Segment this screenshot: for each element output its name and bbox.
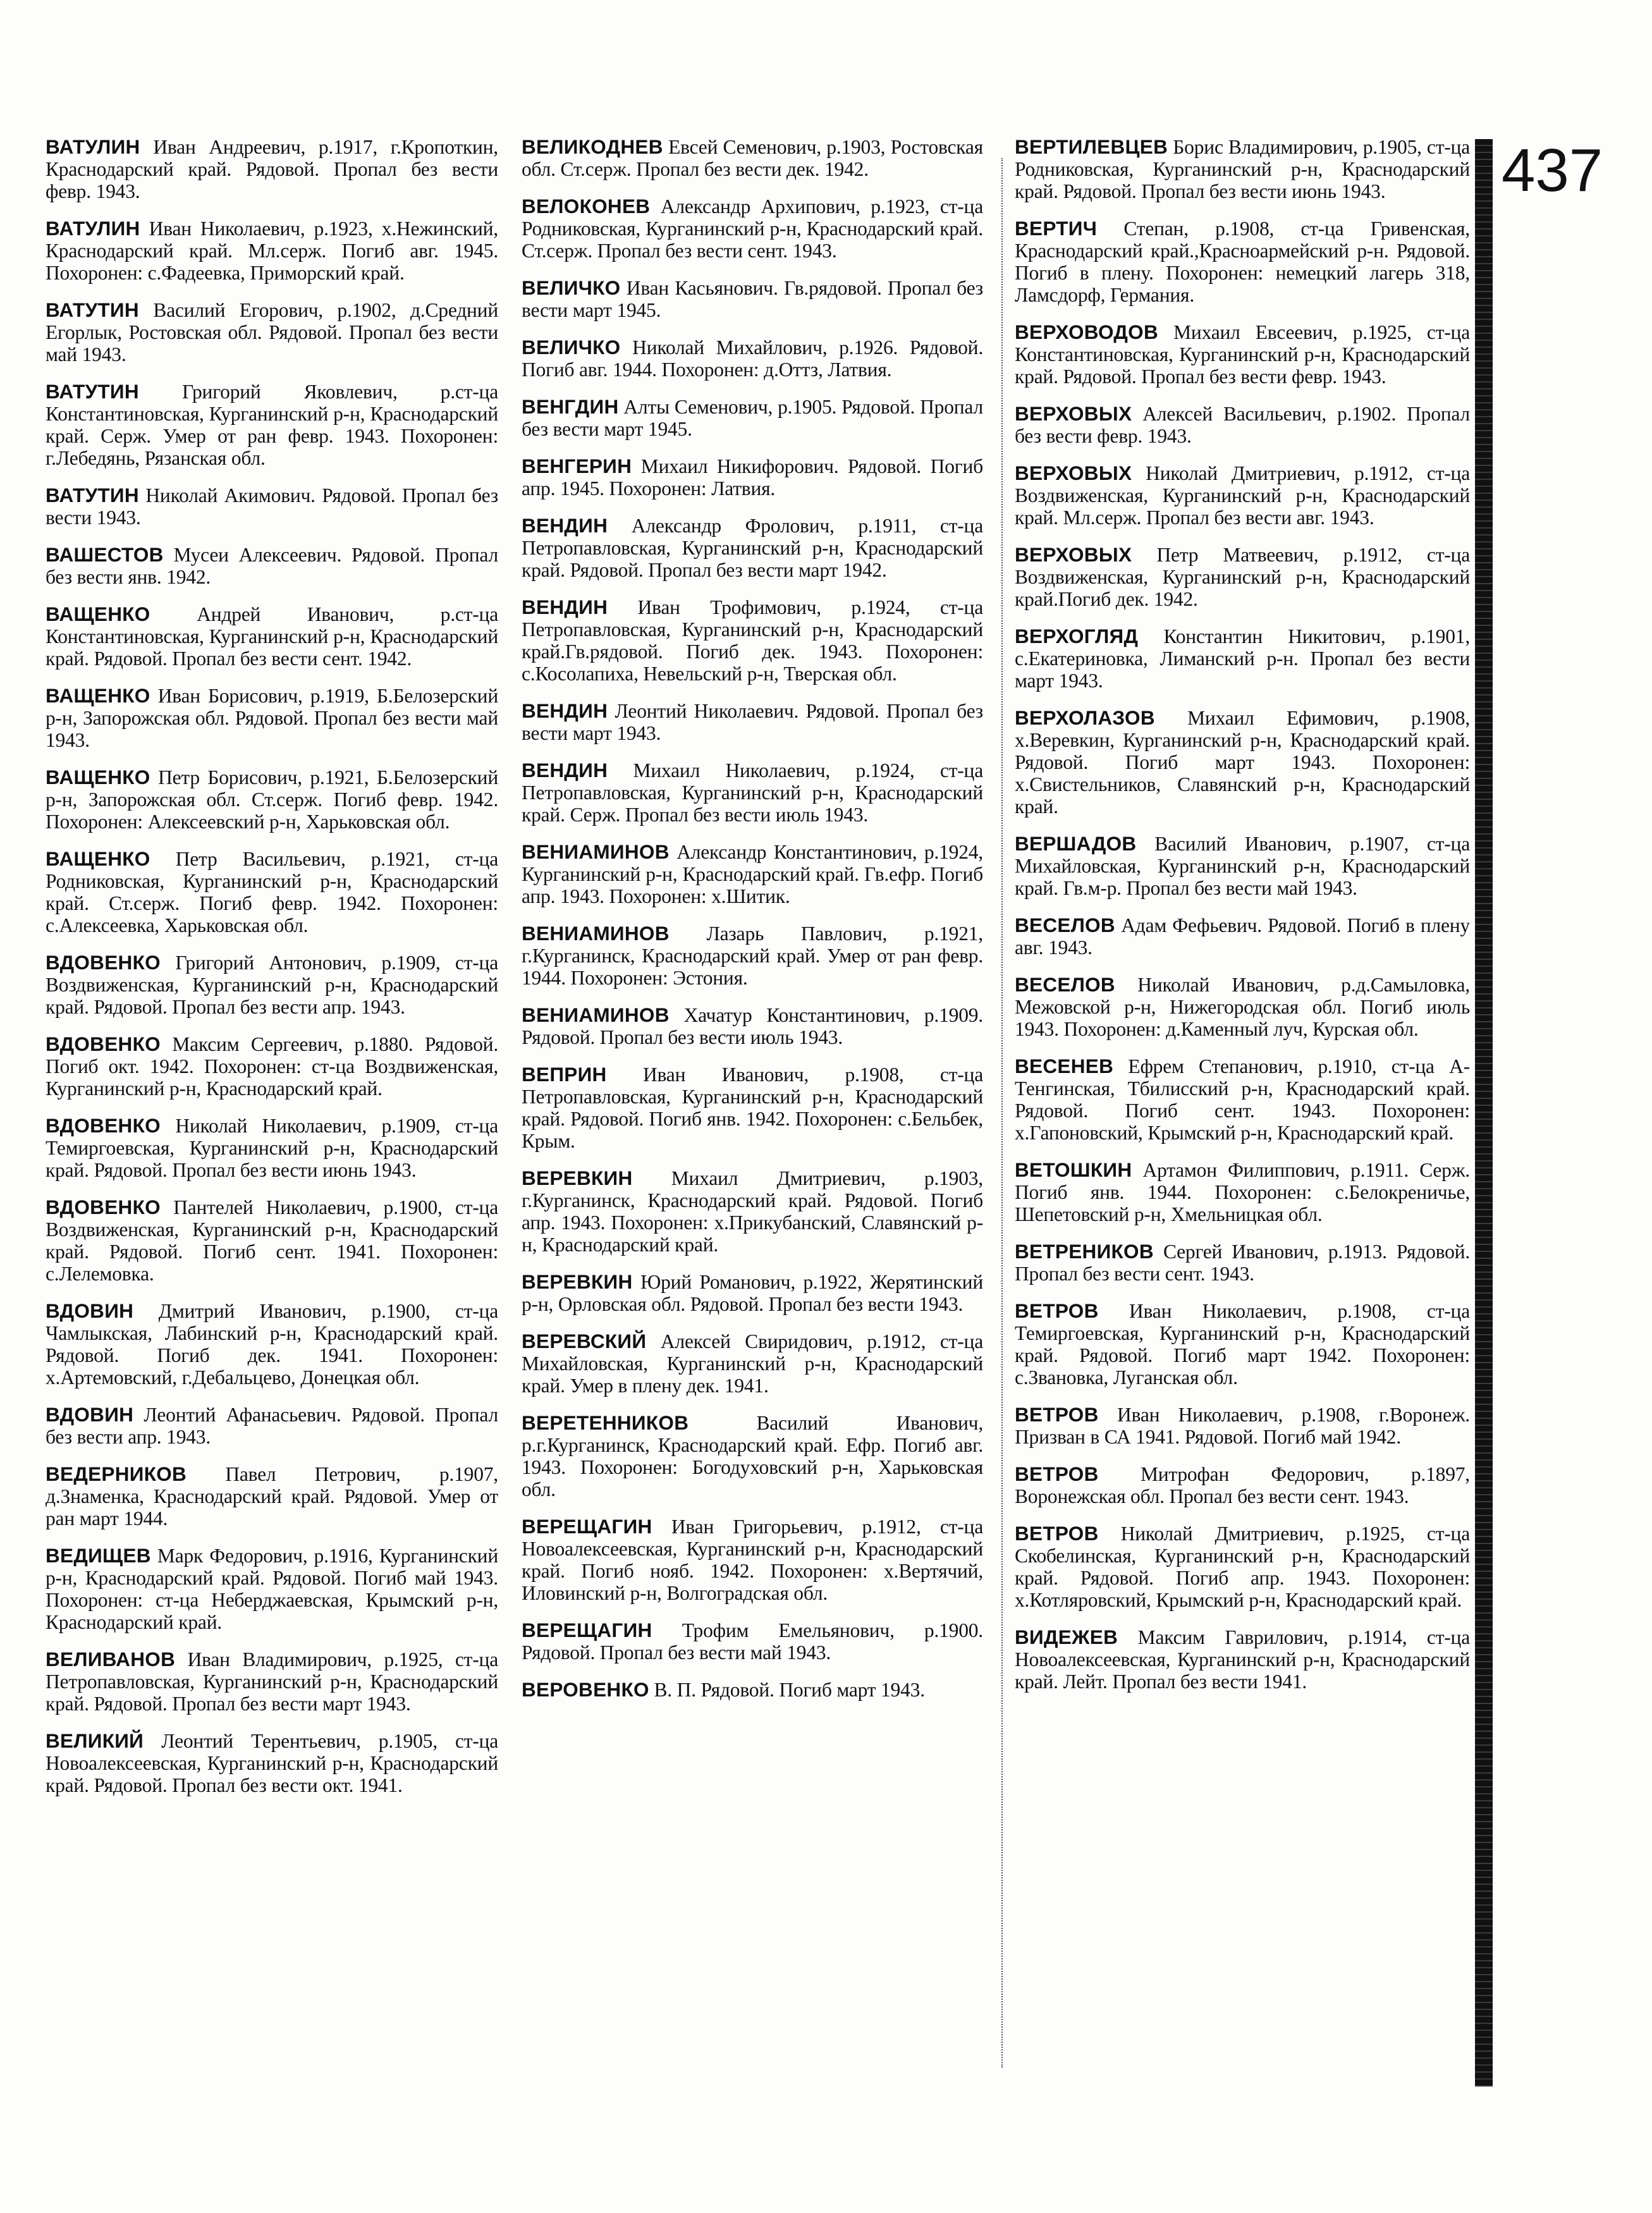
entry-surname: ВЕНДИН [522,699,608,722]
entry [522,759,983,826]
entry-surname: ВДОВЕНКО [46,1114,161,1137]
entry-details: Александр Архипович, р.1923, ст-ца Родниковская, Курганинский р-н, Краснодарский край. Ст.серж. Пропал без вести сент. 1943. [522,195,983,262]
entry-details: Пантелей Николаевич, р.1900, ст-ца Воздвиженская, Курганинский р-н, Краснодарский край. Рядовой. Погиб сент. 1941. Похоронен: с.Лелемовка. [46,1196,498,1285]
entry-surname: ВЕНИАМИНОВ [522,1003,670,1026]
entry-surname: ВЕРОВЕНКО [522,1678,649,1701]
entry [522,1167,983,1256]
entry-details: Иван Трофимович, р.1924, ст-ца Петропавловская, Курганинский р-н, Краснодарский край.Гв.рядовой. Погиб дек. 1943. Похоронен: с.Косолапиха, Невельский р-н, Тверская обл. [522,596,983,685]
entry-surname: ВЕРЕВСКИЙ [522,1330,647,1352]
entry [522,195,983,262]
entry [46,685,498,751]
entry-surname: ВЕСЕЛОВ [1015,914,1115,936]
entry-surname: ВДОВИН [46,1299,134,1322]
entry [1015,462,1470,529]
entry-surname: ВЕРХОВЫХ [1015,543,1132,566]
entry [522,1004,983,1048]
entry-details: Николай Дмитриевич, р.1912, ст-ца Воздвиженская, Курганинский р-н, Краснодарский край. Мл.серж. Пропал без вести авг. 1943. [1015,462,1470,529]
entry [46,1033,498,1100]
entry-details: Максим Сергеевич, р.1880. Рядовой. Погиб окт. 1942. Похоронен: ст-ца Воздвиженская, Курганинский р-н, Краснодарский край. [46,1033,498,1100]
entry-details: Михаил Дмитриевич, р.1903, г.Курганинск, Краснодарский край. Рядовой. Погиб апр. 1943. Похоронен: х.Прикубанский, Славянский р-н, Краснодарский край. [522,1167,983,1256]
entry-surname: ВЕЛИЧКО [522,336,621,359]
entry-details: Лазарь Павлович, р.1921, г.Курганинск, Краснодарский край. Умер от ран февр. 1944. Похоронен: Эстония. [522,923,983,989]
entry-surname: ВЕРШАДОВ [1015,832,1137,855]
entry-details: Алексей Свиридович, р.1912, ст-ца Михайловская, Курганинский р-н, Краснодарский край. Умер в плену дек. 1941. [522,1330,983,1397]
entry-surname: ВЕТРОВ [1015,1462,1099,1485]
entry-details: Григорий Антонович, р.1909, ст-ца Воздвиженская, Курганинский р-н, Краснодарский край. Рядовой. Пропал без вести апр. 1943. [46,952,498,1018]
entry-details: Марк Федорович, р.1916, Курганинский р-н, Краснодарский край. Рядовой. Погиб май 1943. Похоронен: ст-ца Неберджаевская, Крымский р-н, Краснодарский край. [46,1545,498,1633]
entry-surname: ВЕСЕЛОВ [1015,973,1115,996]
entry-details: Петр Матвеевич, р.1912, ст-ца Воздвиженская, Курганинский р-н, Краснодарский край.Погиб дек. 1942. [1015,544,1470,610]
entry [1015,403,1470,447]
entry [46,544,498,588]
entry-details: Николай Михайлович, р.1926. Рядовой. Погиб авг. 1944. Похоронен: д.Оттз, Латвия. [522,336,983,381]
entry [522,1271,983,1315]
entry-details: Николай Николаевич, р.1909, ст-ца Темиргоевская, Курганинский р-н, Краснодарский край. Рядовой. Пропал без вести июнь 1943. [46,1115,498,1181]
entry-details: Леонтий Афанасьевич. Рядовой. Пропал без вести апр. 1943. [46,1404,498,1448]
entry-surname: ВЕТРЕНИКОВ [1015,1240,1154,1263]
entry-details: Юрий Романович, р.1922, Жерятинский р-н, Орловская обл. Рядовой. Пропал без вести 1943. [522,1271,983,1315]
entry-surname: ВЕТРОВ [1015,1403,1099,1426]
entry-surname: ВДОВЕНКО [46,1196,161,1218]
entry [46,484,498,529]
entry-surname: ВЕРЕТЕННИКОВ [522,1411,689,1434]
entry-details: Иван Николаевич, р.1923, х.Нежинский, Краснодарский край. Мл.серж. Погиб авг. 1945. Похоронен: с.Фадеевка, Приморский край. [46,218,498,284]
entry-surname: ВЕЛИЧКО [522,276,621,299]
column-3 [1015,136,1470,1708]
entry-details: Максим Гаврилович, р.1914, ст-ца Новоалексеевская, Курганинский р-н, Краснодарский край. Лейт. Пропал без вести 1941. [1015,1626,1470,1693]
entry-details: Артамон Филиппович, р.1911. Серж. Погиб янв. 1944. Похоронен: с.Белокреничье, Шепетовский р-н, Хмельницкая обл. [1015,1159,1470,1225]
entry [46,136,498,202]
entry-details: Павел Петрович, р.1907, д.Знаменка, Краснодарский край. Рядовой. Умер от ран март 1944. [46,1463,498,1529]
entry-details: Митрофан Федорович, р.1897, Воронежская обл. Пропал без вести сент. 1943. [1015,1463,1470,1507]
column-1 [46,136,498,1811]
entry [1015,321,1470,388]
entry [522,396,983,440]
entry-details: Михаил Ефимович, р.1908, х.Веревкин, Курганинский р-н, Краснодарский край. Рядовой. Погиб март 1943. Похоронен: х.Свистельников, Славянский р-н, Краснодарский край. [1015,707,1470,818]
entry-details: Василий Иванович, р.г.Курганинск, Краснодарский край. Ефр. Погиб авг. 1943. Похоронен: Богодуховский р-н, Харьковская обл. [522,1412,983,1500]
entry [46,1648,498,1715]
entry [522,515,983,581]
entry [1015,1463,1470,1507]
entry-surname: ВЕДИЩЕВ [46,1544,151,1567]
entry [522,596,983,685]
entry [522,1412,983,1500]
entry-surname: ВАТУТИН [46,484,139,506]
entry-surname: ВЕСЕНЕВ [1015,1055,1114,1077]
entry-details: Адам Фефьевич. Рядовой. Погиб в плену авг. 1943. [1015,914,1470,959]
entry-surname: ВЕРЕВКИН [522,1167,633,1189]
entry-surname: ВЕНИАМИНОВ [522,840,670,863]
entry [522,1679,983,1701]
page-number: 437 [1502,137,1603,204]
entry-details: Василий Иванович, р.1907, ст-ца Михайловская, Курганинский р-н, Краснодарский край. Гв.м-р. Пропал без вести май 1943. [1015,833,1470,899]
entry-surname: ВДОВЕНКО [46,951,161,974]
entry [522,1064,983,1152]
entry [522,136,983,180]
entry [1015,218,1470,306]
entry-surname: ВАТУТИН [46,380,139,403]
entry-surname: ВЕРХОВОДОВ [1015,321,1159,343]
entry-details: Иван Иванович, р.1908, ст-ца Петропавловская, Курганинский р-н, Краснодарский край. Рядовой. Погиб янв. 1942. Похоронен: с.Бельбек, Крым. [522,1064,983,1152]
entry-details: Иван Андреевич, р.1917, г.Кропоткин, Краснодарский край. Рядовой. Пропал без вести февр. 1943. [46,136,498,202]
entry-surname: ВЕНИАМИНОВ [522,922,670,945]
entry [1015,1523,1470,1611]
entry [522,277,983,321]
entry-surname: ВЕНГДИН [522,395,619,418]
entry-details: Иван Николаевич, р.1908, ст-ца Темиргоевская, Курганинский р-н, Краснодарский край. Рядовой. Погиб март 1942. Похоронен: с.Звановка, Луганская обл. [1015,1300,1470,1388]
entry [1015,1404,1470,1448]
entry-details: Алты Семенович, р.1905. Рядовой. Пропал без вести март 1945. [522,396,983,440]
entry [46,1730,498,1796]
entry-surname: ВАТУЛИН [46,135,140,158]
entry-surname: ВЕДЕРНИКОВ [46,1462,187,1485]
entry-surname: ВЕРТИЛЕВЦЕВ [1015,135,1168,158]
entry [522,1330,983,1397]
entry-details: Дмитрий Иванович, р.1900, ст-ца Чамлыкская, Лабинский р-н, Краснодарский край. Рядовой. Погиб дек. 1941. Похоронен: х.Артемовский, г.Дебальцево, Донецкая обл. [46,1300,498,1388]
entry-surname: ВЕЛОКОНЕВ [522,195,651,218]
entry [522,700,983,744]
entry-details: Николай Дмитриевич, р.1925, ст-ца Скобелинская, Курганинский р-н, Краснодарский край. Рядовой. Погиб апр. 1943. Похоронен: х.Котляровский, Крымский р-н, Краснодарский край. [1015,1523,1470,1611]
entry [522,923,983,989]
entry-details: Михаил Евсеевич, р.1925, ст-ца Константиновская, Курганинский р-н, Краснодарский край. Рядовой. Пропал без вести февр. 1943. [1015,321,1470,388]
entry [46,603,498,670]
entry-surname: ВЕНДИН [522,514,608,537]
entry-details: Евсей Семенович, р.1903, Ростовская обл. Ст.серж. Пропал без вести дек. 1942. [522,136,983,180]
entry-surname: ВЕПРИН [522,1063,607,1086]
entry-details: Ефрем Степанович, р.1910, ст-ца А-Тенгинская, Тбилисский р-н, Краснодарский край. Рядовой. Погиб сент. 1943. Похоронен: х.Гапоновский, Крымский р-н, Краснодарский край. [1015,1055,1470,1144]
entry-details: Александр Константинович, р.1924, Курганинский р-н, Краснодарский край. Гв.ефр. Погиб апр. 1943. Похоронен: х.Шитик. [522,841,983,907]
entry-surname: ВАТУЛИН [46,217,140,240]
entry [46,218,498,284]
entry-details: Иван Григорьевич, р.1912, ст-ца Новоалексеевская, Курганинский р-н, Краснодарский край. Погиб нояб. 1942. Похоронен: х.Вертячий, Иловинский р-н, Волгоградская обл. [522,1516,983,1604]
entry-details: Борис Владимирович, р.1905, ст-ца Родниковская, Курганинский р-н, Краснодарский край. Рядовой. Пропал без вести июнь 1943. [1015,136,1470,202]
entry-details: В. П. Рядовой. Погиб март 1943. [654,1679,925,1701]
entry [46,299,498,365]
entry-surname: ВАЩЕНКО [46,847,150,870]
entry [1015,1626,1470,1693]
entry-details: Николай Иванович, р.д.Самыловка, Межовской р-н, Нижегородская обл. Погиб июль 1943. Похоронен: д.Каменный луч, Курская обл. [1015,974,1470,1040]
entry [46,1300,498,1388]
entry-details: Хачатур Константинович, р.1909. Рядовой. Пропал без вести июль 1943. [522,1004,983,1048]
entry-surname: ВЕРХОВЫХ [1015,402,1132,425]
entry-details: Степан, р.1908, ст-ца Гривенская, Краснодарский край.,Красноармейский р-н. Рядовой. Погиб в плену. Похоронен: немецкий лагерь 318, Ламсдорф, Германия. [1015,218,1470,306]
entry-details: Василий Егорович, р.1902, д.Средний Егорлык, Ростовская обл. Рядовой. Пропал без вести май 1943. [46,299,498,365]
entry [46,848,498,936]
entry-surname: ВАТУТИН [46,298,139,321]
entry-details: Иван Николаевич, р.1908, г.Воронеж. Призван в СА 1941. Рядовой. Погиб май 1942. [1015,1404,1470,1448]
entry [1015,625,1470,692]
margin-bar [1475,139,1493,2087]
entry-details: Михаил Николаевич, р.1924, ст-ца Петропавловская, Курганинский р-н, Краснодарский край. Серж. Пропал без вести июль 1943. [522,759,983,826]
column-2 [522,136,983,1716]
entry [46,1545,498,1633]
entry [1015,914,1470,959]
entry-surname: ВЕРХОГЛЯД [1015,625,1139,647]
entry-details: Николай Акимович. Рядовой. Пропал без вести 1943. [46,484,498,529]
entry-surname: ВДОВЕНКО [46,1033,161,1055]
entry [1015,707,1470,818]
entry-surname: ВЕЛИВАНОВ [46,1648,176,1670]
entry-surname: ВЕРЕЩАГИН [522,1515,652,1538]
entry [46,1463,498,1529]
entry-surname: ВЕТРОВ [1015,1522,1099,1545]
entry-surname: ВЕТРОВ [1015,1299,1099,1322]
entry-surname: ВАЩЕНКО [46,603,150,625]
entry-details: Иван Борисович, р.1919, Б.Белозерский р-н, Запорожская обл. Рядовой. Пропал без вести май 1943. [46,685,498,751]
entry [1015,974,1470,1040]
entry-surname: ВЕЛИКОДНЕВ [522,135,663,158]
entry [46,1115,498,1181]
entry-details: Леонтий Терентьевич, р.1905, ст-ца Новоалексеевская, Курганинский р-н, Краснодарский край. Рядовой. Пропал без вести окт. 1941. [46,1730,498,1796]
entry [522,455,983,500]
entry [1015,1300,1470,1388]
entry-surname: ВЕТОШКИН [1015,1158,1132,1181]
entry-details: Андрей Иванович, р.ст-ца Константиновская, Курганинский р-н, Краснодарский край. Рядовой. Пропал без вести сент. 1942. [46,603,498,670]
entry-surname: ВАЩЕНКО [46,766,150,788]
entry-surname: ВЕРЕЩАГИН [522,1619,652,1641]
entry [46,1404,498,1448]
entry [1015,1241,1470,1285]
entry [1015,833,1470,899]
entry [1015,136,1470,202]
entry-details: Петр Васильевич, р.1921, ст-ца Родниковская, Курганинский р-н, Краснодарский край. Ст.серж. Погиб февр. 1942. Похоронен: с.Алексеевка, Харьковская обл. [46,848,498,936]
entry-surname: ВИДЕЖЕВ [1015,1626,1118,1648]
entry-details: Мусеи Алексеевич. Рядовой. Пропал без вести янв. 1942. [46,544,498,588]
entry-details: Иван Владимирович, р.1925, ст-ца Петропавловская, Курганинский р-н, Краснодарский край. Рядовой. Пропал без вести март 1943. [46,1648,498,1715]
entry-surname: ВЕРТИЧ [1015,217,1098,240]
entry [46,381,498,469]
column-divider [1001,158,1004,2068]
entry-surname: ВДОВИН [46,1403,134,1426]
entry [1015,1159,1470,1225]
entry-details: Иван Касьянович. Гв.рядовой. Пропал без вести март 1945. [522,277,983,321]
entry-surname: ВЕРХОЛАЗОВ [1015,706,1155,729]
entry-details: Трофим Емельянович, р.1900. Рядовой. Пропал без вести май 1943. [522,1619,983,1664]
entry-details: Сергей Иванович, р.1913. Рядовой. Пропал без вести сент. 1943. [1015,1241,1470,1285]
entry [1015,1055,1470,1144]
entry [46,1196,498,1285]
entry-details: Григорий Яковлевич, р.ст-ца Константиновская, Курганинский р-н, Краснодарский край. Серж. Умер от ран февр. 1943. Похоронен: г.Лебедянь, Рязанская обл. [46,381,498,469]
entry-surname: ВЕНДИН [522,596,608,618]
entry-surname: ВЕРЕВКИН [522,1270,633,1293]
entry-surname: ВЕНГЕРИН [522,455,632,477]
entry-surname: ВЕЛИКИЙ [46,1729,144,1752]
entry-surname: ВЕНДИН [522,759,608,782]
entry-details: Леонтий Николаевич. Рядовой. Пропал без вести март 1943. [522,700,983,744]
entry-details: Александр Фролович, р.1911, ст-ца Петропавловская, Курганинский р-н, Краснодарский край. Рядовой. Пропал без вести март 1942. [522,515,983,581]
entry-details: Петр Борисович, р.1921, Б.Белозерский р-н, Запорожская обл. Ст.серж. Погиб февр. 1942. Похоронен: Алексеевский р-н, Харьковская обл. [46,766,498,833]
entry-surname: ВАЩЕНКО [46,684,150,707]
entry-surname: ВЕРХОВЫХ [1015,462,1132,484]
entry-surname: ВАШЕСТОВ [46,543,164,566]
entry [1015,544,1470,610]
entry-details: Константин Никитович, р.1901, с.Екатериновка, Лиманский р-н. Пропал без вести март 1943. [1015,625,1470,692]
entry [46,766,498,833]
entry [46,952,498,1018]
entry-details: Алексей Васильевич, р.1902. Пропал без вести февр. 1943. [1015,403,1470,447]
entry [522,336,983,381]
entry [522,1516,983,1604]
entry-details: Михаил Никифорович. Рядовой. Погиб апр. 1945. Похоронен: Латвия. [522,455,983,500]
entry [522,1619,983,1664]
entry [522,841,983,907]
